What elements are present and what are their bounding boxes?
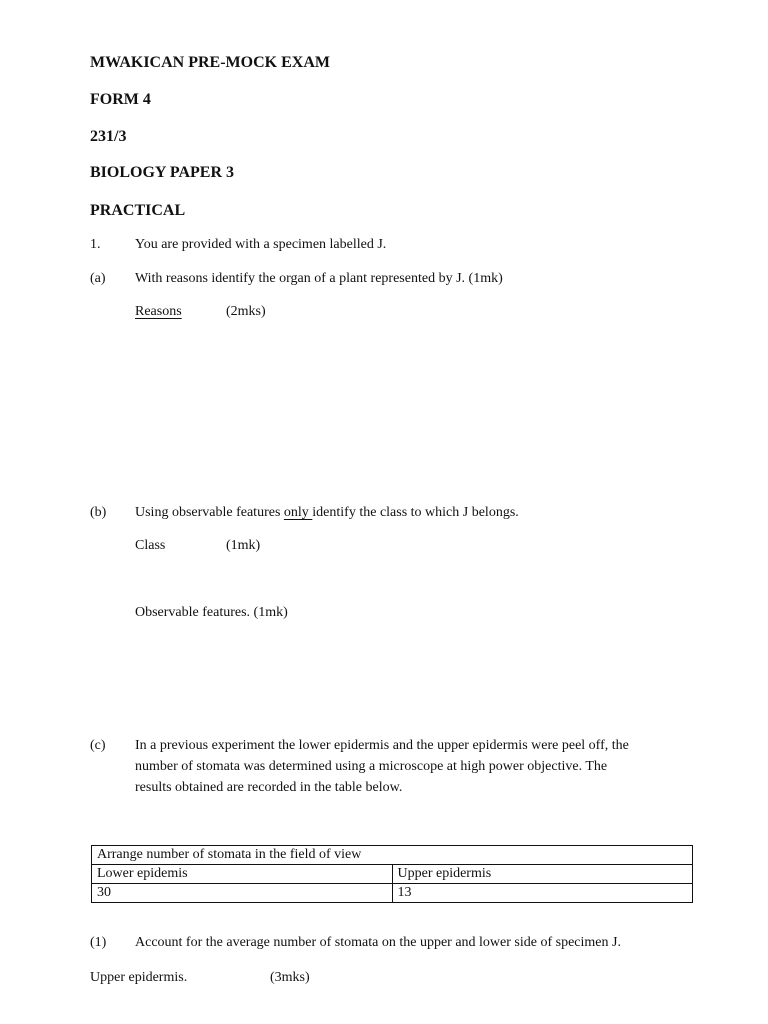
reasons-label: Reasons <box>135 304 182 319</box>
table-header-row <box>92 865 693 884</box>
column-header-lower: Lower epidemis <box>92 865 393 884</box>
table-title: Arrange number of stomata in the field of view <box>92 846 693 865</box>
question-number: 1. <box>90 237 101 252</box>
upper-epidermis-marks: (3mks) <box>270 970 310 985</box>
reasons-marks: (2mks) <box>226 304 266 319</box>
upper-value: 13 <box>392 884 693 903</box>
paper-title: BIOLOGY PAPER 3 <box>90 164 235 181</box>
part-b-text-emphasis: only <box>283 505 313 520</box>
part-c-line-3: results obtained are recorded in the table below. <box>135 780 403 795</box>
part-b-label: (b) <box>90 505 107 520</box>
part-c-label: (c) <box>90 738 106 753</box>
column-header-upper: Upper epidermis <box>392 865 693 884</box>
table-title-row <box>92 846 693 865</box>
sub-question-label: (1) <box>90 935 107 950</box>
lower-value: 30 <box>92 884 393 903</box>
paper-code: 231/3 <box>90 128 127 145</box>
table-row <box>92 884 693 903</box>
part-a-text: With reasons identify the organ of a plant represented by J. (1mk) <box>135 271 503 286</box>
class-marks: (1mk) <box>226 538 261 553</box>
stomata-table <box>91 845 693 903</box>
part-c-line-1: In a previous experiment the lower epidermis and the upper epidermis were peel off, the <box>135 738 629 753</box>
paper-type: PRACTICAL <box>90 202 186 219</box>
features-label: Observable features. (1mk) <box>135 605 288 620</box>
part-b-text-after: identify the class to which J belongs. <box>312 505 519 520</box>
form-level: FORM 4 <box>90 91 151 108</box>
exam-title: MWAKICAN PRE-MOCK EXAM <box>90 54 330 71</box>
upper-epidermis-label: Upper epidermis. <box>90 970 188 985</box>
part-b-text <box>135 505 519 521</box>
part-a-label: (a) <box>90 271 106 286</box>
question-intro: You are provided with a specimen labelled J. <box>135 237 387 252</box>
part-b-text-before: Using observable features <box>135 505 284 520</box>
class-label: Class <box>135 538 166 553</box>
sub-question-text: Account for the average number of stomata on the upper and lower side of specimen J. <box>135 935 621 950</box>
part-c-line-2: number of stomata was determined using a microscope at high power objective. The <box>135 759 608 774</box>
